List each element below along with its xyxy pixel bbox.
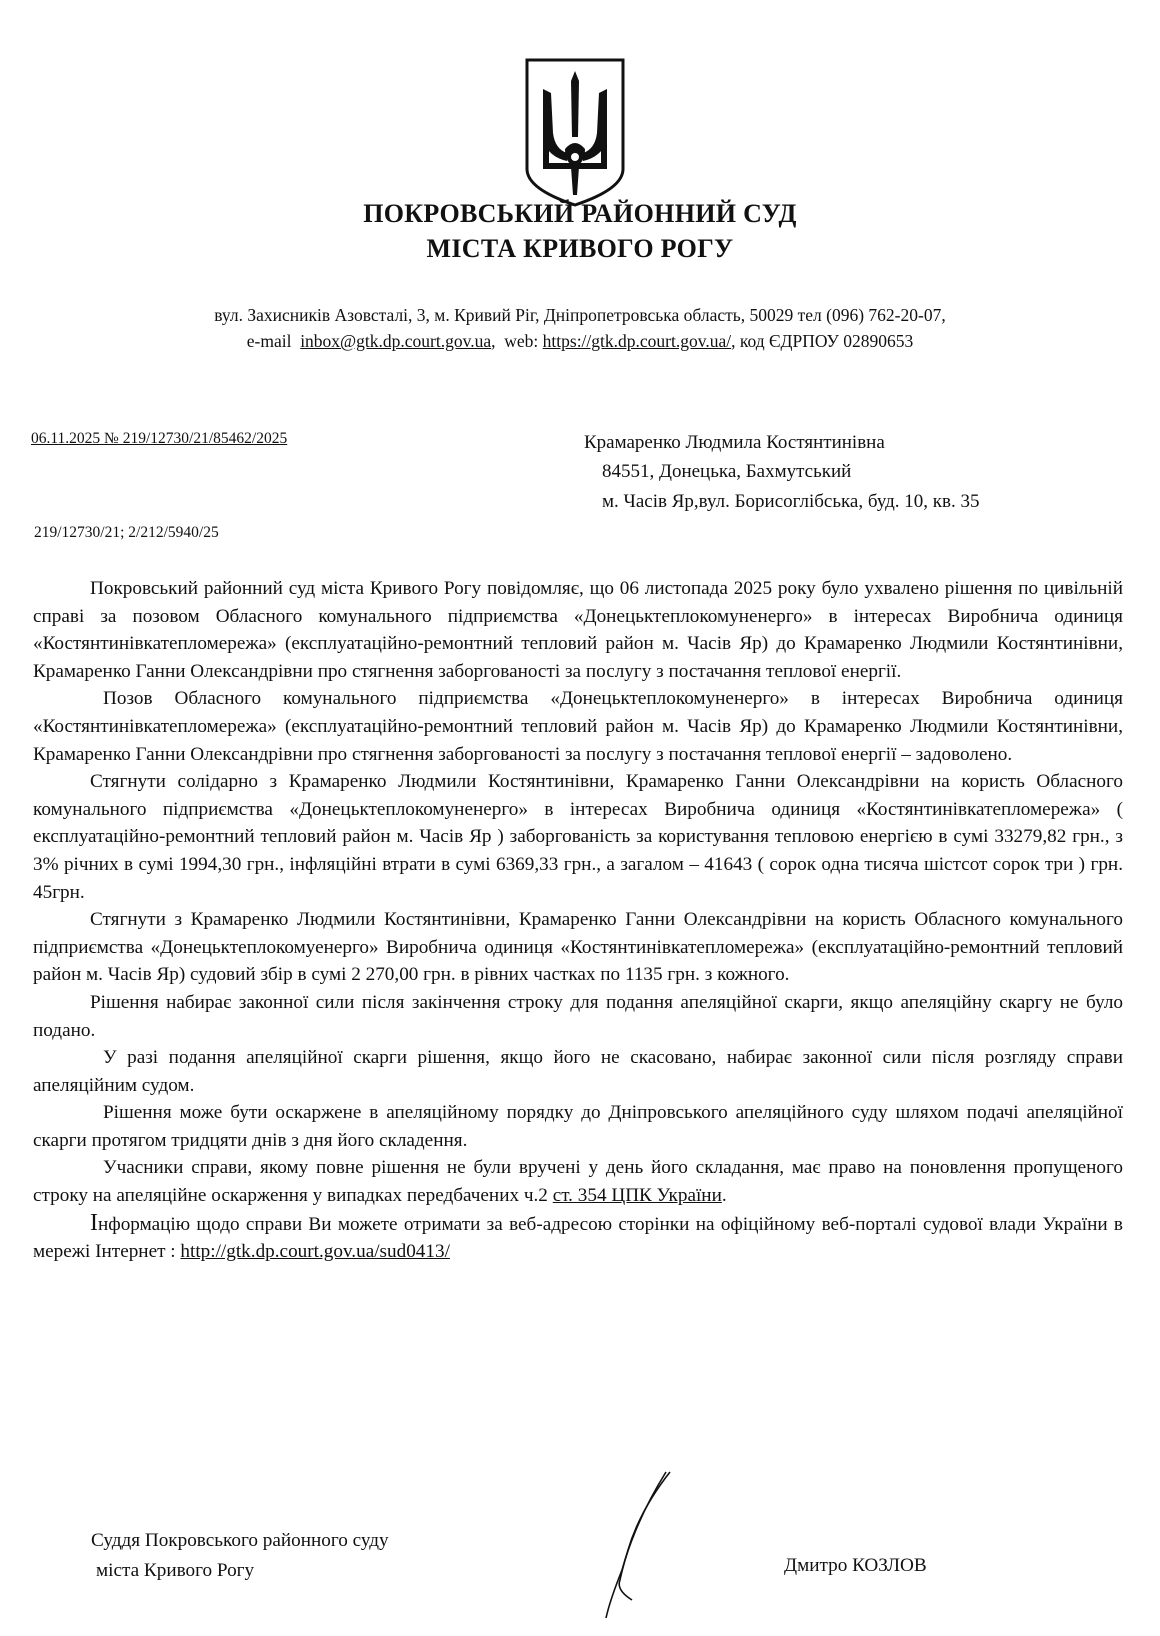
court-contacts: e-mail inbox@gtk.dp.court.gov.ua, web: https://gtk.dp.court.gov.ua/, код ЄДРПОУ 02890653 [246, 331, 914, 351]
letter-body [33, 575, 1123, 1266]
paragraph-appeal-effect: У разі подання апеляційної скарги рішення, якщо його не скасовано, набирає законної сили після розгляду справи апеляційним судом. [33, 1047, 1123, 1096]
paragraph-claim-granted: Позов Обласного комунального підприємства «Донецьктеплокомуненерго» в інтересах Виробнича одиниця «Костянтинівкатепломережа» (експлуатаційно-ремонтний тепловий район м. Часів Яр) до Крамаренко Людмили Костянтинівни, Крамаренко Ганни Олександрівни про стягнення заборгованості за послугу з постачання теплової енергії – задоволено. [33, 688, 1123, 765]
paragraph-notice: Покровський районний суд міста Кривого Рогу повідомляє, що 06 листопада 2025 року було ухвалено рішення по цивільній справі за позовом Обласного комунального підприємства «Донецьктеплокомуненерго» в інтересах Виробнича одиниця «Костянтинівкатепломережа» (експлуатаційно-ремонтний тепловий район м. Часів Яр) до Крамаренко Людмили Костянтинівни, Крамаренко Ганни Олександрівни про стягнення заборгованості за послугу з постачання теплової енергії. [33, 578, 1123, 682]
email-label: e-mail [246, 331, 292, 351]
cpc-article-link[interactable]: ст. 354 ЦПК України [552, 1185, 722, 1207]
paragraph-legal-force: Рішення набирає законної сили після закінчення строку для подання апеляційної скарги, якщо апеляційну скаргу не було подано. [33, 991, 1123, 1041]
judge-title-line1: Суддя Покровського районного суду [91, 1530, 389, 1551]
paragraph-court-fee: Стягнути з Крамаренко Людмили Костянтинівни, Крамаренко Ганни Олександрівни на користь Обласного комунального підприємства «Донецьктеплокомуенерго» Виробнича одиниця «Костянтинівкатепломережа» (експлуатаційно-ремонтний тепловий район м. Часів Яр) судовий збір в сумі 2 270,00 грн. в рівних частках по 1135 грн. з кожного. [33, 909, 1123, 986]
addressee-street: м. Часів Яр,вул. Борисоглібська, буд. 10, кв. 35 [602, 491, 980, 512]
participants-text: Учасники справи, якому повне рішення не були вручені у день його складання, має право на поновлення пропущеного строку на апеляційне оскарження у випадках передбачених ч.2 [33, 1157, 1123, 1207]
paragraph-appeal-procedure: Рішення може бути оскаржене в апеляційному порядку до Дніпровського апеляційного суду шляхом подачі апеляційної скарги протягом тридцяти днів з дня його складення. [33, 1102, 1123, 1151]
addressee-name: Крамаренко Людмила Костянтинівна [584, 432, 885, 453]
outgoing-reference: 06.11.2025 № 219/12730/21/85462/2025 [31, 430, 288, 447]
paragraph-participants: Учасники справи, якому повне рішення не були вручені у день його складання, має право на поновлення пропущеного строку на апеляційне оскарження у випадках передбачених ч.2 ст. 354 ЦПК України. [33, 1157, 1123, 1207]
trident-coat-of-arms-icon [523, 57, 627, 207]
addressee-region: 84551, Донецька, Бахмутський [602, 461, 852, 482]
paragraph-joint-recovery: Стягнути солідарно з Крамаренко Людмили Костянтинівни, Крамаренко Ганни Олександрівни на користь Обласного комунального підприємства «Донецьктеплокомуненерго» в інтересах Виробнича одиниця «Костянтинівкатепломережа» ( експлуатаційно-ремонтний тепловий район м. Часів Яр ) заборгованість за користування тепловою енергією в сумі 33279,82 грн., з 3% річних в сумі 1994,30 грн., інфляційні втрати в сумі 6369,33 грн., а загалом – 41643 ( сорок одна тисяча шістсот сорок три ) грн. 45грн. [33, 771, 1123, 903]
court-case-link[interactable]: http://gtk.dp.court.gov.ua/sud0413/ [180, 1241, 450, 1263]
paragraph-info [33, 1210, 1123, 1266]
info-text: Інформацію щодо справи Ви можете отримати за веб-адресою сторінки на офіційному веб-порталі судової влади України в мережі Інтернет : [33, 1209, 1123, 1263]
edrpou-code: код ЄДРПОУ 02890653 [739, 331, 914, 351]
web-label: web: [504, 331, 539, 351]
case-numbers: 219/12730/21; 2/212/5940/25 [34, 524, 219, 541]
court-name-line2: МІСТА КРИВОГО РОГУ [426, 234, 734, 263]
handwritten-signature-icon [570, 1470, 690, 1620]
court-address: вул. Захисників Азовсталі, 3, м. Кривий Ріг, Дніпропетровська область, 50029 тел (096) 762-20-07, [214, 305, 946, 325]
court-name-line1: ПОКРОВСЬКИЙ РАЙОННИЙ СУД [363, 199, 797, 228]
website-link[interactable]: https://gtk.dp.court.gov.ua/ [542, 331, 732, 351]
email-link[interactable]: inbox@gtk.dp.court.gov.ua [300, 331, 492, 351]
judge-title-line2: міста Кривого Рогу [96, 1560, 255, 1581]
judge-name: Дмитро КОЗЛОВ [784, 1555, 927, 1576]
